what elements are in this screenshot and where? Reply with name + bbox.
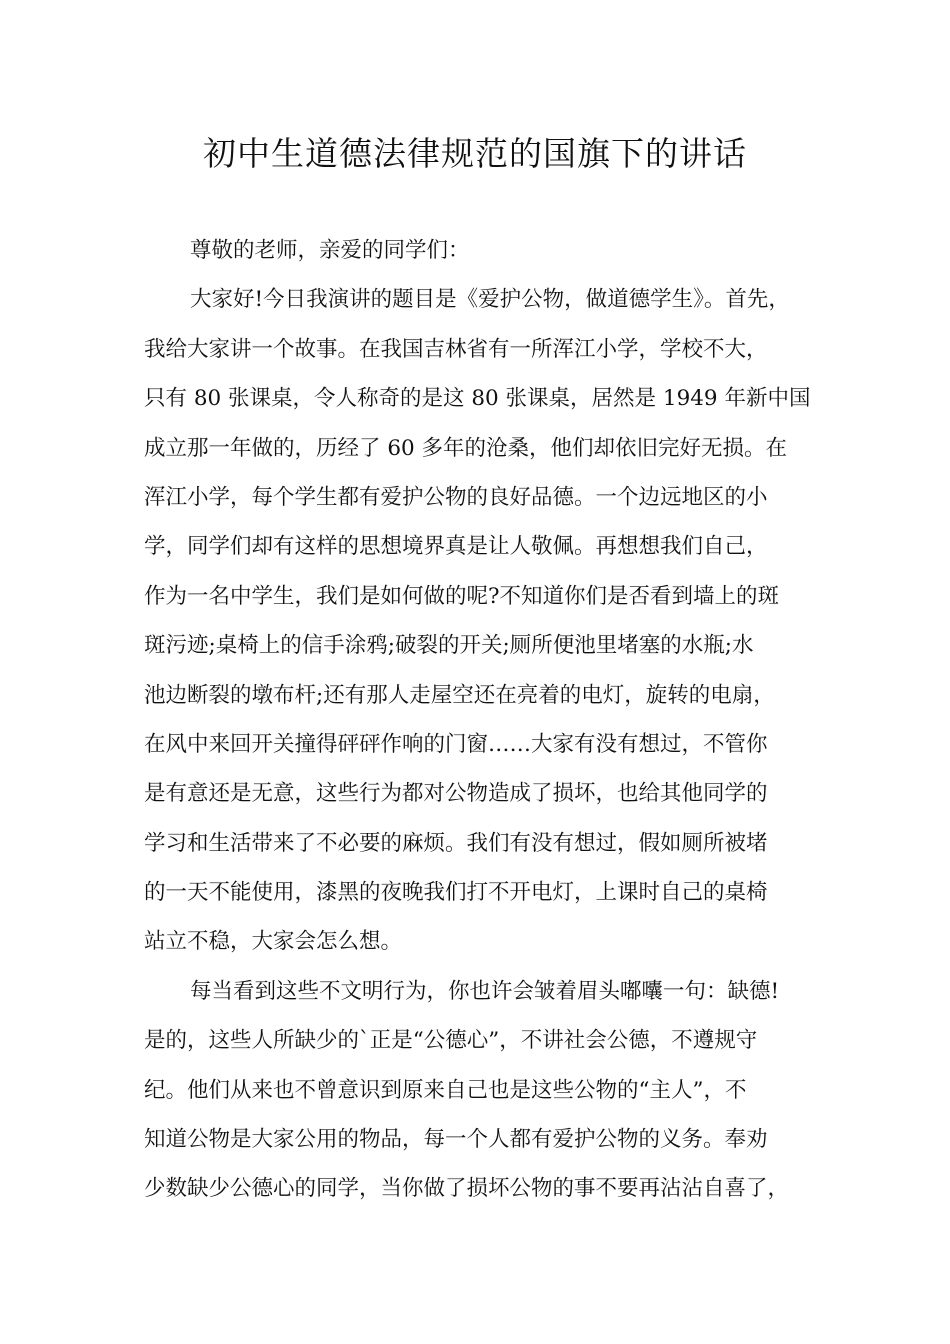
body-line: 只有 80 张课桌，令人称奇的是这 80 张课桌，居然是 1949 年新中国 (144, 386, 811, 412)
document-body (144, 226, 816, 1214)
body-line: 纪。他们从来也不曾意识到原来自己也是这些公物的“主人”，不 (144, 1077, 747, 1103)
document-title: 初中生道德法律规范的国旗下的讲话 (203, 134, 747, 173)
body-line: 我给大家讲一个故事。在我国吉林省有一所浑江小学，学校不大， (144, 336, 768, 362)
body-line: 少数缺少公德心的同学，当你做了损坏公物的事不要再沾沾自喜了， (144, 1176, 790, 1202)
body-line: 是的，这些人所缺少的`正是“公德心”，不讲社会公德，不遵规守 (144, 1028, 758, 1054)
body-line: 每当看到这些不文明行为，你也许会皱着眉头嘟囔一句：缺德! (190, 978, 780, 1004)
body-line: 的一天不能使用，漆黑的夜晚我们打不开电灯，上课时自己的桌椅 (144, 880, 768, 906)
body-line: 站立不稳，大家会怎么想。 (144, 929, 403, 955)
body-line: 学习和生活带来了不必要的麻烦。我们有没有想过，假如厕所被堵 (144, 830, 768, 856)
body-line: 作为一名中学生，我们是如何做的呢?不知道你们是否看到墙上的斑 (144, 583, 780, 609)
body-line: 池边断裂的墩布杆;还有那人走屋空还在亮着的电灯，旋转的电扇， (144, 682, 775, 708)
body-line: 斑污迹;桌椅上的信手涂鸦;破裂的开关;厕所便池里堵塞的水瓶;水 (144, 633, 754, 659)
body-line: 在风中来回开关撞得砰砰作响的门窗……大家有没有想过，不管你 (144, 731, 768, 757)
body-line: 是有意还是无意，这些行为都对公物造成了损坏，也给其他同学的 (144, 781, 768, 807)
body-line: 大家好!今日我演讲的题目是《爱护公物，做道德学生》。首先， (190, 287, 790, 313)
body-line: 知道公物是大家公用的物品，每一个人都有爱护公物的义务。奉劝 (144, 1127, 768, 1153)
body-line: 浑江小学，每个学生都有爱护公物的良好品德。一个边远地区的小 (144, 484, 768, 510)
body-line: 学，同学们却有这样的思想境界真是让人敬佩。再想想我们自己， (144, 534, 768, 560)
body-line: 尊敬的老师，亲爱的同学们： (190, 238, 470, 263)
body-line: 成立那一年做的，历经了 60 多年的沧桑，他们却依旧完好无损。在 (144, 435, 788, 461)
